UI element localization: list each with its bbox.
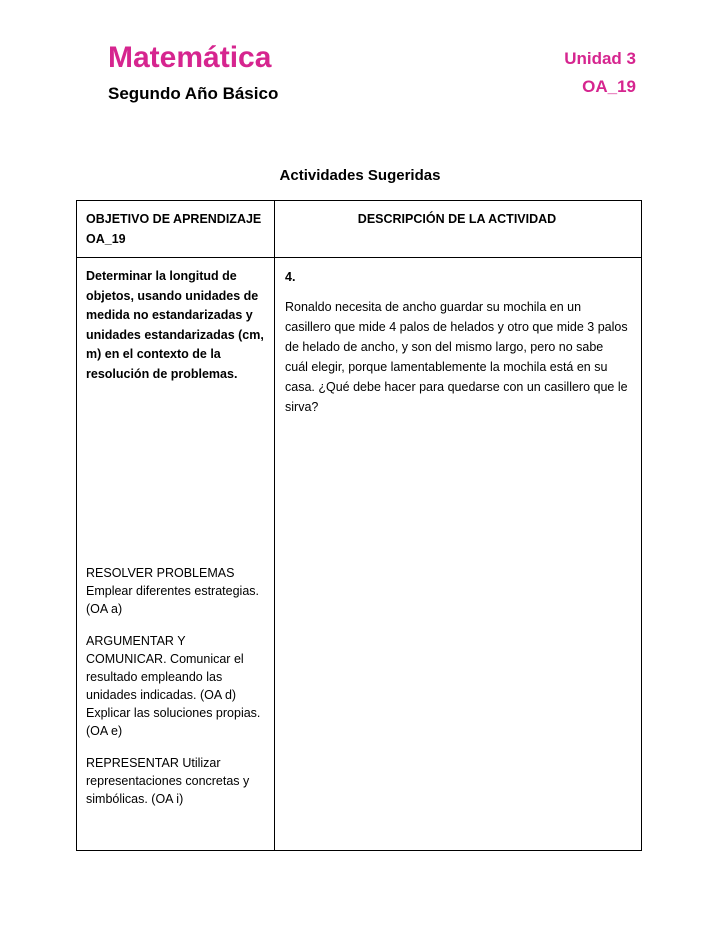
unit-label: Unidad 3 (564, 49, 636, 68)
table-header-description-cell (275, 201, 641, 258)
skill-title-resolver: RESOLVER PROBLEMAS (86, 566, 235, 580)
skill-title-representar: REPRESENTAR (86, 756, 179, 770)
section-title: Actividades Sugeridas (279, 167, 441, 184)
activity-number: 4. (285, 270, 296, 284)
objective-description: Determinar la longitud de objetos, usando unidades de medida no estandarizadas y unidades estandarizadas (cm, m) en el contexto de la resolución de problemas. (86, 269, 264, 381)
skill-title-argumentar: ARGUMENTAR Y COMUNICAR. (86, 634, 186, 666)
activities-table (76, 200, 642, 851)
document-header (76, 40, 644, 120)
skill-item-representar (86, 754, 264, 808)
skill-text-argumentar: Comunicar el resultado empleando las unidades indicadas. (OA d) Explicar las soluciones propias. (OA e) (86, 652, 261, 738)
skill-item-argumentar (86, 632, 264, 740)
oa-code-label: OA_19 (582, 77, 636, 96)
skills-list (86, 564, 264, 808)
skill-item-resolver (86, 564, 264, 618)
table-header-objective-text: OBJETIVO DE APRENDIZAJE OA_19 (86, 212, 262, 246)
activity-cell (275, 258, 641, 850)
table-row (77, 258, 641, 850)
header-left-block (108, 40, 278, 106)
header-right-block (564, 46, 636, 100)
activity-description: Ronaldo necesita de ancho guardar su mochila en un casillero que mide 4 palos de helados y otro que mide 3 palos de helado de ancho, y son del mismo largo, pero no sabe cuál elegir, porque lamentablemente la mochila está en su casa. ¿Qué debe hacer para quedarse con un casillero que le sirva? (285, 300, 628, 414)
table-header-row (77, 201, 641, 258)
table-header-objective-cell (77, 201, 275, 258)
grade-level: Segundo Año Básico (108, 84, 279, 103)
skill-text-representar: Utilizar representaciones concretas y simbólicas. (OA i) (86, 756, 250, 806)
skill-text-resolver: Emplear diferentes estrategias. (OA a) (86, 584, 260, 616)
subject-title: Matemática (108, 41, 272, 74)
objective-cell (77, 258, 275, 850)
table-header-description-text: DESCRIPCIÓN DE LA ACTIVIDAD (357, 212, 557, 226)
